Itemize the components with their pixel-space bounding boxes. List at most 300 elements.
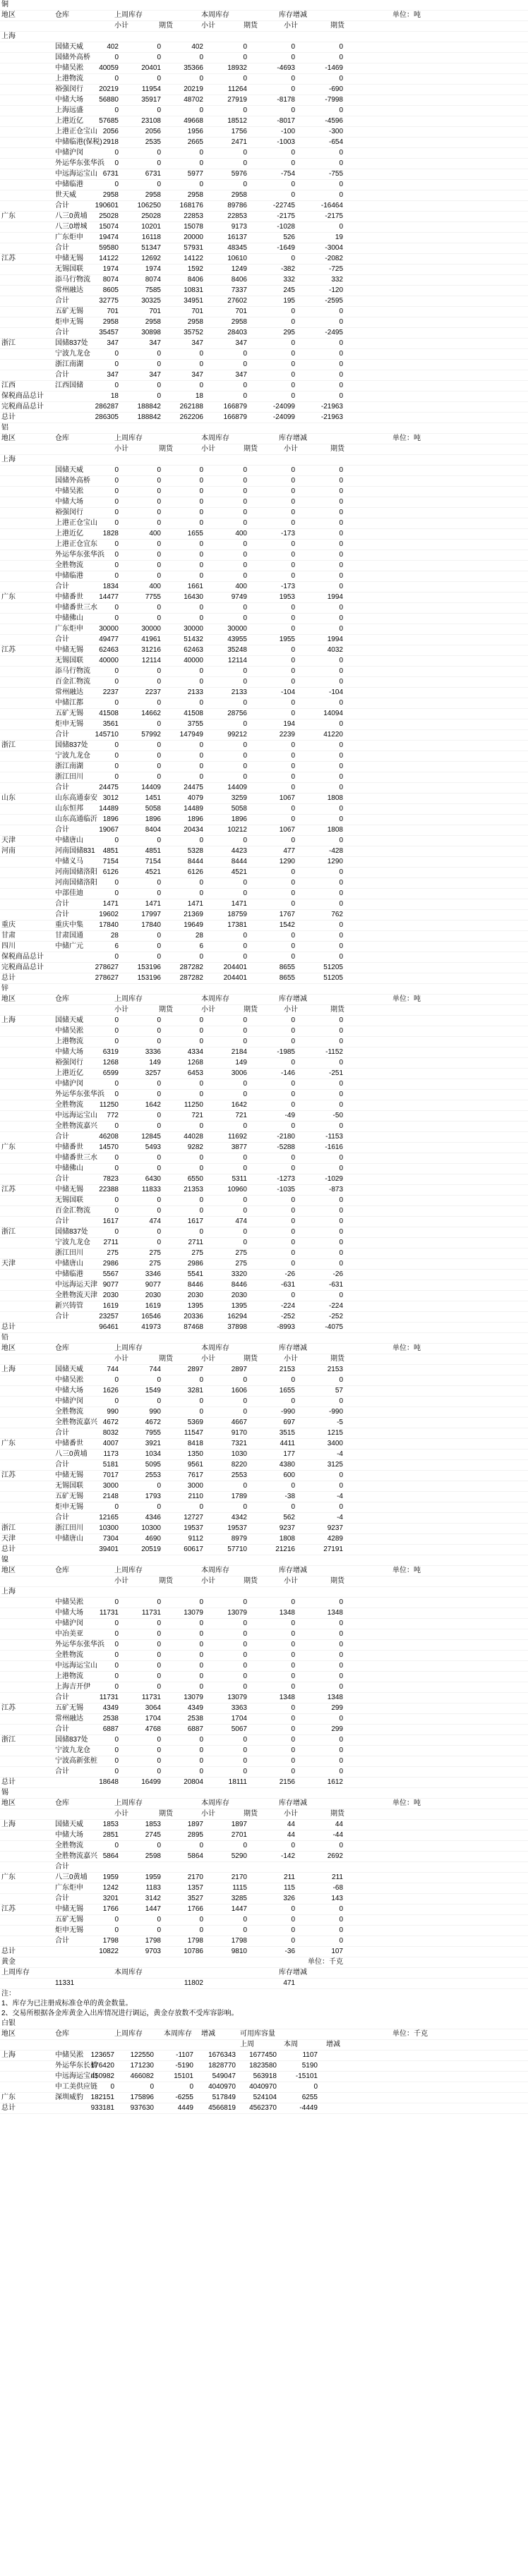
table-cell: 4667	[231, 1418, 247, 1426]
table-row	[0, 1735, 528, 1746]
table-cell: 五矿无锡	[55, 1704, 83, 1712]
table-cell: 1766	[102, 1905, 119, 1913]
table-row	[0, 328, 528, 339]
table-cell: 0	[339, 149, 343, 157]
table-row	[0, 1037, 528, 1047]
table-row	[0, 719, 528, 730]
table-row	[0, 741, 528, 751]
subheader-cell: 期货	[159, 22, 173, 30]
table-cell: 5311	[232, 1175, 247, 1183]
table-row	[0, 2093, 528, 2103]
table-cell: 262188	[179, 403, 203, 411]
col-last-header: 上周库存	[114, 1567, 143, 1574]
table-cell: 宁波九龙仓	[55, 1239, 90, 1246]
table-cell: 0	[291, 773, 295, 781]
table-row	[0, 677, 528, 688]
table-cell: 中储沪闵	[55, 1080, 83, 1088]
table-cell: 8605	[102, 286, 119, 294]
table-cell: 347	[191, 339, 203, 347]
table-cell: 0	[157, 1746, 161, 1754]
table-row	[0, 667, 528, 677]
table-row	[0, 222, 528, 233]
table-cell: 1798	[102, 1937, 119, 1945]
table-cell: 0	[243, 75, 247, 83]
table-cell: 2958	[102, 318, 119, 326]
table-cell: 浙江南湖	[55, 360, 83, 368]
table-row	[0, 582, 528, 593]
table-cell: 96461	[99, 1323, 119, 1331]
table-cell: 99212	[227, 731, 247, 739]
unit-label: 单位：吨	[392, 1799, 421, 1807]
table-cell: 275	[149, 1249, 161, 1257]
table-cell: 0	[199, 1376, 203, 1384]
table-cell: 9077	[145, 1281, 161, 1289]
table-cell: 9703	[145, 1948, 161, 1955]
table-cell: 35752	[184, 329, 203, 336]
table-cell: 1030	[231, 1450, 247, 1458]
table-row	[0, 1196, 528, 1206]
table-cell: 0	[114, 1196, 119, 1204]
table-cell: 5181	[102, 1461, 119, 1469]
table-cell: 0	[339, 382, 343, 389]
table-cell: 0	[114, 1926, 119, 1934]
table-cell: 0	[291, 1260, 295, 1268]
col-region-header: 地区	[1, 435, 16, 442]
table-cell: 0	[243, 1027, 247, 1035]
table-cell: 60617	[184, 1545, 203, 1553]
table-cell: 62463	[184, 646, 203, 654]
table-cell: 28403	[227, 329, 247, 336]
table-cell: 0	[157, 932, 161, 940]
table-cell: -2082	[325, 255, 343, 262]
table-row	[0, 868, 528, 878]
table-cell: 2133	[231, 688, 247, 696]
col-this-header: 本周库存	[201, 1799, 229, 1807]
table-cell: 合计	[55, 1461, 69, 1469]
subheader-cell: 小计	[284, 1810, 298, 1818]
table-cell: 0	[339, 1038, 343, 1045]
table-cell: 0	[291, 741, 295, 749]
table-cell: 2538	[102, 1715, 119, 1723]
col-warehouse-header: 仓库	[55, 2030, 69, 2038]
table-row	[0, 296, 528, 307]
table-cell: 常州融达	[55, 286, 83, 294]
table-cell: 31216	[141, 646, 161, 654]
table-row	[0, 1047, 528, 1058]
table-cell: 0	[157, 1620, 161, 1627]
table-cell: 3363	[231, 1704, 247, 1712]
table-cell: 0	[339, 879, 343, 887]
table-cell: 0	[114, 360, 119, 368]
table-cell: -8017	[277, 117, 295, 125]
table-cell: 0	[114, 1397, 119, 1405]
col-change-header: 库存增减	[279, 1799, 307, 1807]
table-cell: 30000	[184, 625, 203, 633]
table-cell: 0	[291, 519, 295, 527]
table-cell: 0	[157, 1503, 161, 1511]
table-cell: 44	[287, 1831, 295, 1839]
table-cell: 0	[291, 54, 295, 61]
table-cell: 10822	[99, 1948, 119, 1955]
subheader-cell: 期货	[244, 1577, 258, 1585]
table-cell: 6887	[102, 1725, 119, 1733]
table-cell: 147949	[179, 731, 203, 739]
table-cell: 0	[291, 382, 295, 389]
table-cell: 168176	[179, 202, 203, 209]
table-row	[0, 1111, 528, 1122]
table-cell: 0	[114, 699, 119, 707]
table-cell: 5864	[187, 1852, 203, 1860]
table-cell: 0	[157, 1768, 161, 1775]
table-row	[0, 656, 528, 667]
table-cell: 41961	[141, 636, 161, 643]
table-cell: 广东	[1, 2094, 16, 2101]
subheader-cell: 期货	[244, 22, 258, 30]
table-row	[0, 1820, 528, 1830]
table-cell: -1107	[176, 2051, 193, 2059]
table-row	[0, 1682, 528, 1693]
table-cell: 0	[157, 350, 161, 358]
table-cell: 总计	[1, 1323, 16, 1331]
table-cell: 3527	[187, 1895, 203, 1902]
table-cell: 0	[339, 763, 343, 770]
table-cell: 中储大场	[55, 498, 83, 506]
table-cell: 0	[339, 466, 343, 474]
table-cell: 28	[110, 932, 119, 940]
header-row	[0, 434, 528, 444]
col-change-header: 库存增减	[279, 11, 307, 19]
table-row	[0, 275, 528, 286]
table-cell: -3004	[325, 244, 343, 252]
table-cell: 0	[243, 392, 247, 400]
table-cell: 0	[114, 1736, 119, 1744]
table-cell: 0	[114, 540, 119, 548]
table-cell: 48702	[184, 96, 203, 104]
table-cell: 190601	[95, 202, 119, 209]
subheader-row	[0, 444, 528, 455]
table-cell: 0	[114, 1672, 119, 1680]
table-cell: 0	[291, 255, 295, 262]
table-cell: 0	[291, 149, 295, 157]
table-cell: 0	[243, 614, 247, 622]
metal-section	[0, 1555, 528, 1788]
table-row	[0, 190, 528, 201]
table-cell: 4380	[279, 1461, 295, 1469]
table-cell: 五矿无锡	[55, 308, 83, 315]
table-cell: 0	[339, 932, 343, 940]
col-warehouse-header: 仓库	[55, 435, 69, 442]
table-cell: 0	[157, 942, 161, 950]
table-cell: 保税商品总计	[1, 953, 44, 961]
table-cell: 0	[291, 837, 295, 844]
table-cell: 上海远盛	[55, 107, 83, 114]
table-cell: 8406	[231, 276, 247, 284]
table-cell: 全胜物流嘉兴	[55, 1418, 97, 1426]
table-cell: 全胜物流	[55, 1651, 83, 1659]
table-cell: 天津	[1, 837, 16, 844]
table-row	[0, 381, 528, 391]
table-cell: 0	[114, 487, 119, 495]
table-row	[0, 635, 528, 645]
table-cell: 0	[339, 752, 343, 760]
table-cell: -24099	[272, 413, 295, 421]
table-cell: 450982	[90, 2072, 114, 2080]
table-cell: -120	[328, 286, 343, 294]
table-cell: 153196	[137, 974, 161, 982]
table-cell: 2148	[102, 1493, 119, 1500]
table-cell: 0	[114, 763, 119, 770]
table-cell: 35917	[141, 96, 161, 104]
table-cell: 0	[339, 540, 343, 548]
table-cell: 4349	[187, 1704, 203, 1712]
table-cell: 3201	[102, 1895, 119, 1902]
table-cell: 0	[199, 1080, 203, 1088]
table-cell: 0	[339, 1630, 343, 1638]
table-cell: 1242	[102, 1884, 119, 1892]
table-row	[0, 2082, 528, 2093]
table-cell: 5977	[187, 170, 203, 178]
table-cell: 0	[199, 159, 203, 167]
table-cell: 四川	[1, 942, 16, 950]
table-cell: 0	[157, 773, 161, 781]
table-row	[0, 42, 528, 53]
table-row	[0, 1481, 528, 1492]
table-cell: 14662	[141, 710, 161, 717]
table-cell: 完税商品总计	[1, 964, 44, 971]
subheader-cell: 期货	[159, 1810, 173, 1818]
table-cell: 1549	[145, 1387, 161, 1395]
table-cell: 4411	[280, 1440, 295, 1447]
table-cell: 2471	[231, 138, 247, 146]
table-cell: 332	[331, 276, 343, 284]
table-cell: 0	[243, 1165, 247, 1172]
table-row	[0, 614, 528, 624]
table-cell: 10300	[99, 1524, 119, 1532]
table-cell: 0	[339, 1027, 343, 1035]
table-cell: 21369	[184, 911, 203, 918]
table-cell: 0	[291, 1746, 295, 1754]
table-cell: 0	[157, 1641, 161, 1648]
table-cell: 5369	[187, 1418, 203, 1426]
table-cell: 34951	[184, 297, 203, 305]
table-cell: 宁波高新张桩	[55, 1757, 97, 1765]
table-cell: 5541	[187, 1270, 203, 1278]
table-cell: 2030	[145, 1292, 161, 1299]
table-cell: 149	[235, 1059, 247, 1067]
table-cell: 五矿无锡	[55, 710, 83, 717]
table-cell: 0	[339, 1471, 343, 1479]
table-cell: 23257	[99, 1313, 119, 1320]
table-row	[0, 138, 528, 148]
table-cell: -754	[280, 170, 295, 178]
table-cell: 重庆中集	[55, 921, 83, 929]
table-row	[0, 1883, 528, 1894]
table-cell: 0	[243, 466, 247, 474]
table-cell: 0	[199, 1408, 203, 1416]
table-cell: 0	[114, 1376, 119, 1384]
table-cell: 772	[107, 1112, 119, 1119]
table-cell: 4521	[145, 868, 161, 876]
table-cell: 0	[199, 879, 203, 887]
table-cell: 中储吴淞	[55, 2051, 83, 2059]
table-cell: -24099	[272, 403, 295, 411]
table-cell: 7955	[145, 1429, 161, 1437]
table-cell: 0	[291, 360, 295, 368]
table-cell: 0	[114, 879, 119, 887]
table-row	[0, 1926, 528, 1936]
table-cell: 0	[157, 572, 161, 580]
table-cell: 0	[291, 1937, 295, 1945]
table-cell: 40000	[99, 657, 119, 664]
table-cell: 0	[339, 477, 343, 485]
header-row	[0, 1968, 528, 1979]
table-row	[0, 1217, 528, 1227]
table-cell: 14489	[99, 805, 119, 813]
table-cell: 0	[199, 1122, 203, 1130]
table-cell: 8074	[145, 276, 161, 284]
table-cell: 27191	[323, 1545, 343, 1553]
table-cell: 合计	[55, 1768, 69, 1775]
table-cell: 0	[291, 1757, 295, 1765]
table-row	[0, 952, 528, 963]
table-row	[0, 1100, 528, 1111]
table-cell: -6255	[175, 2094, 193, 2101]
table-cell: 0	[291, 710, 295, 717]
table-cell: 195	[283, 297, 295, 305]
table-cell: 中储临港(保税)	[55, 138, 102, 146]
table-cell: 1897	[187, 1821, 203, 1828]
table-cell: 0	[243, 1397, 247, 1405]
table-cell: 1834	[102, 583, 119, 590]
table-row	[0, 910, 528, 921]
table-cell: -5190	[175, 2062, 193, 2070]
table-cell: 0	[291, 1704, 295, 1712]
table-row	[0, 32, 528, 42]
table-cell: 41220	[323, 731, 343, 739]
table-cell: 4672	[145, 1418, 161, 1426]
table-cell: 4342	[231, 1514, 247, 1521]
table-cell: 20804	[184, 1778, 203, 1786]
table-cell: 3064	[145, 1704, 161, 1712]
table-cell: 0	[339, 191, 343, 199]
table-cell: 0	[157, 1598, 161, 1606]
table-cell: 286305	[95, 413, 119, 421]
table-cell: 0	[199, 1662, 203, 1670]
table-row	[0, 1915, 528, 1926]
col-change-header: 库存增减	[279, 995, 307, 1003]
table-cell: 22853	[227, 212, 247, 220]
table-cell: 0	[157, 1228, 161, 1236]
table-cell: 五矿无锡	[55, 1493, 83, 1500]
header-row	[0, 995, 528, 1005]
table-cell: 添马行物流	[55, 276, 90, 284]
table-cell: 4289	[327, 1535, 343, 1543]
table-cell: 3125	[327, 1461, 343, 1469]
table-cell: 44	[335, 1821, 343, 1828]
table-cell: 0	[157, 1916, 161, 1924]
table-cell: 0	[114, 1090, 119, 1098]
table-cell: 浙江田川	[55, 773, 83, 781]
table-cell: -1003	[277, 138, 295, 146]
table-cell: 402	[191, 43, 203, 51]
table-cell: 0	[199, 837, 203, 844]
table-cell: 中储沪闵	[55, 1620, 83, 1627]
table-cell: -2595	[325, 297, 343, 305]
table-row	[0, 1703, 528, 1714]
table-cell: 河南国储洛阳	[55, 868, 97, 876]
table-cell: 1626	[102, 1387, 119, 1395]
table-cell: 2056	[102, 128, 119, 135]
subheader-row	[0, 1809, 528, 1820]
table-cell: 2711	[188, 1239, 203, 1246]
table-cell: 0	[199, 509, 203, 516]
table-cell: 0	[291, 889, 295, 897]
table-cell: 0	[339, 1746, 343, 1754]
metal-section	[0, 1788, 528, 1957]
table-cell: 0	[339, 1376, 343, 1384]
table-cell: 0	[199, 741, 203, 749]
table-cell: 合计	[55, 826, 69, 834]
table-cell: 国储天威	[55, 1366, 83, 1373]
subheader-cell: 期货	[244, 1355, 258, 1363]
table-row	[0, 53, 528, 63]
table-cell: 0	[150, 2083, 154, 2091]
table-cell: 0	[199, 181, 203, 188]
table-row	[0, 1365, 528, 1375]
table-cell: 炬申无锡	[55, 1926, 83, 1934]
table-cell: 326	[283, 1895, 295, 1902]
table-cell: 563918	[253, 2072, 277, 2080]
table-cell: 江苏	[1, 1186, 16, 1193]
table-cell: 3285	[231, 1895, 247, 1902]
table-cell: 上海	[1, 1366, 16, 1373]
table-cell: 0	[114, 466, 119, 474]
table-cell: 0	[157, 1027, 161, 1035]
table-cell: 0	[114, 1916, 119, 1924]
table-cell: 18759	[227, 911, 247, 918]
table-cell: 0	[339, 773, 343, 781]
table-cell: 八三0增城	[55, 223, 88, 231]
table-cell: 0	[157, 1683, 161, 1691]
table-cell: 1348	[327, 1609, 343, 1617]
table-cell: 0	[291, 752, 295, 760]
table-cell: 0	[157, 1165, 161, 1172]
table-row	[0, 1132, 528, 1143]
table-cell: 0	[199, 75, 203, 83]
table-cell: 30325	[141, 297, 161, 305]
table-cell: 中远海运天津	[55, 1281, 97, 1289]
table-cell: 275	[107, 1249, 119, 1257]
table-row	[0, 931, 528, 942]
table-cell: 0	[339, 1926, 343, 1934]
table-row	[0, 1270, 528, 1280]
table-cell: 0	[243, 1683, 247, 1691]
table-cell: 188842	[137, 403, 161, 411]
table-cell: 中储无锡	[55, 255, 83, 262]
subheader-cell: 期货	[159, 1006, 173, 1014]
table-cell: 宁波九龙仓	[55, 752, 90, 760]
table-cell: 0	[157, 889, 161, 897]
table-row	[0, 1746, 528, 1756]
table-cell: 57	[335, 1387, 343, 1395]
subheader-cell: 小计	[114, 1810, 128, 1818]
table-cell: 0	[157, 604, 161, 612]
table-cell: 0	[243, 159, 247, 167]
table-row	[0, 846, 528, 857]
table-cell: -38	[284, 1493, 295, 1500]
table-cell: 炬申无锡	[55, 318, 83, 326]
table-cell: 3400	[327, 1440, 343, 1447]
